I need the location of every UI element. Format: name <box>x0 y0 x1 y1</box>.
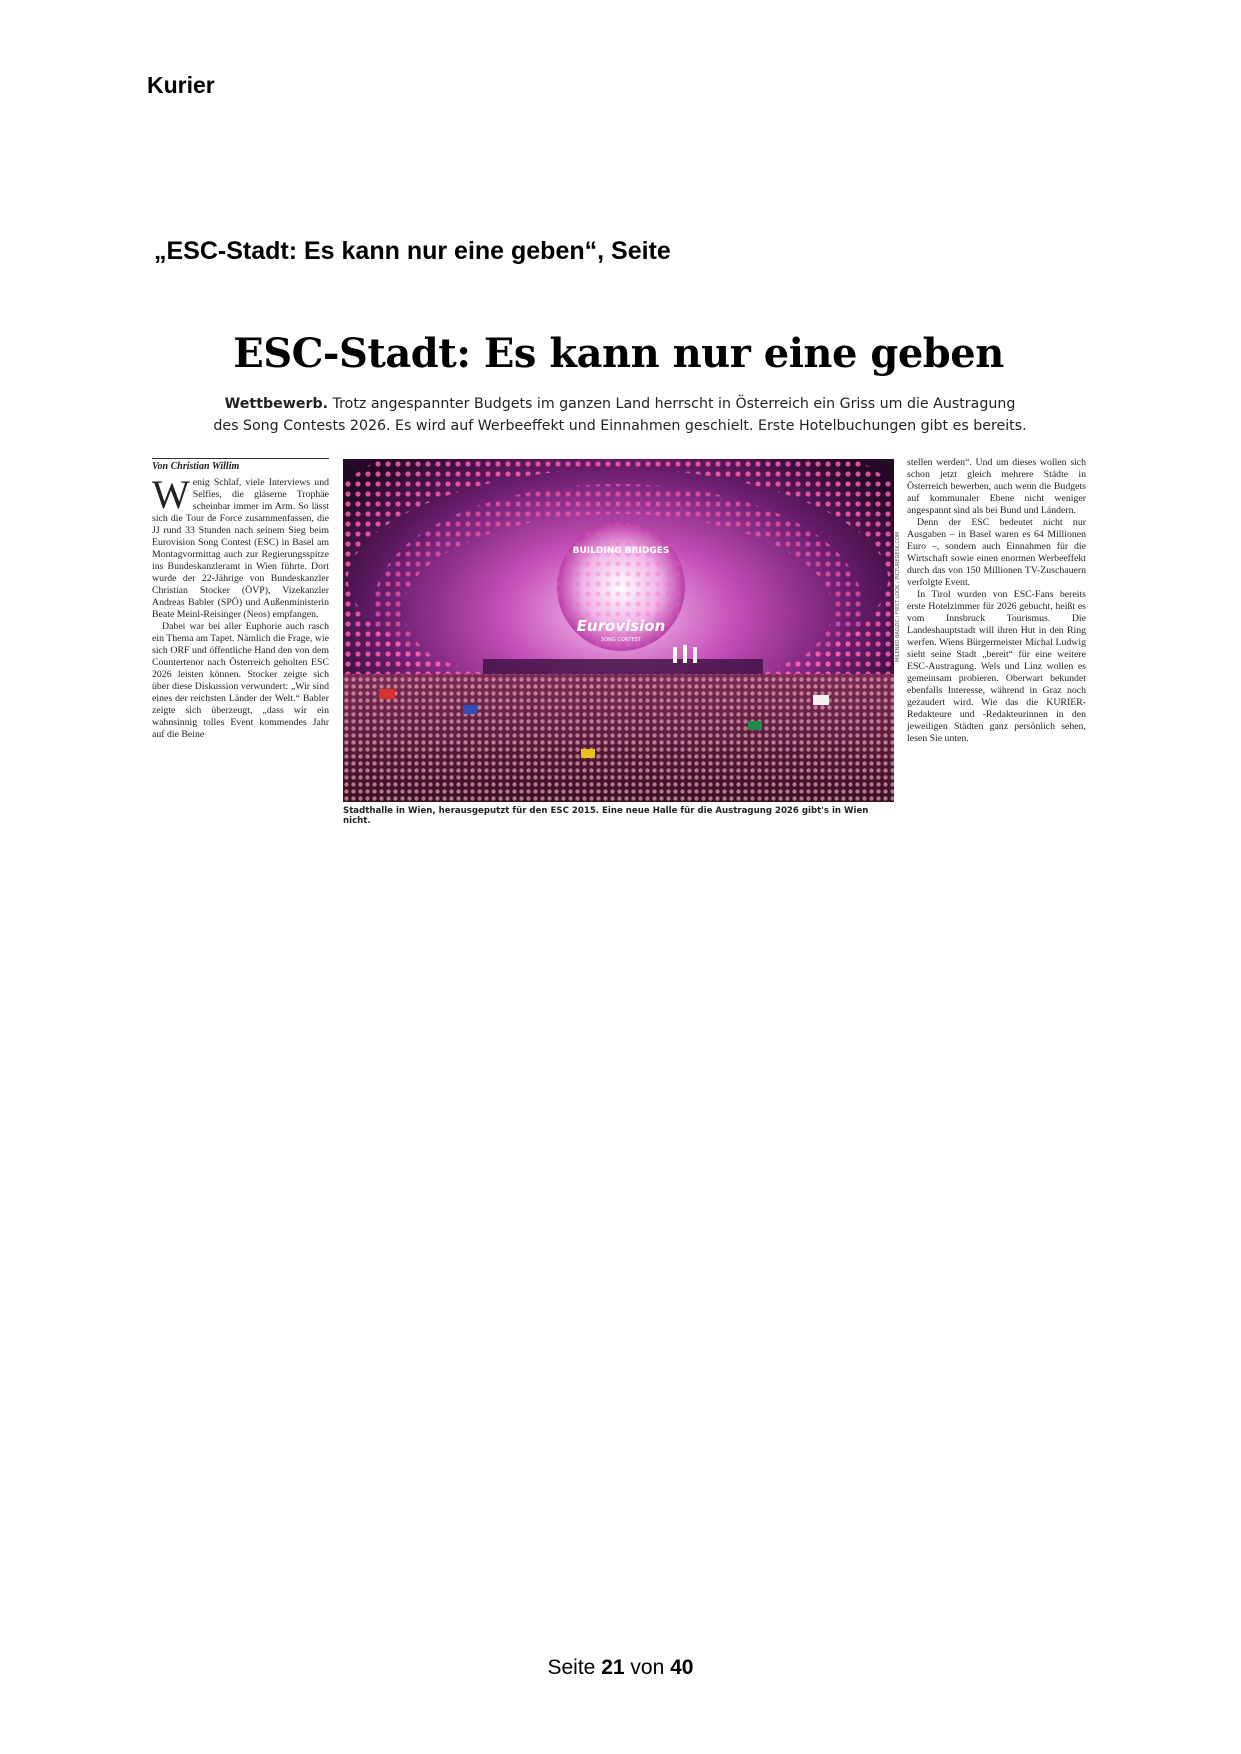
article-headline: ESC-Stadt: Es kann nur eine geben <box>233 330 1004 377</box>
photo-caption: Stadthalle in Wien, herausgeputzt für den ESC 2015. Eine neue Halle für die Austragung 2026 gibt's in Wien nicht. <box>343 806 869 826</box>
article-column-right <box>907 457 1086 745</box>
document-heading: „ESC-Stadt: Es kann nur eine geben“, Seite <box>154 237 671 265</box>
article-photo <box>343 459 894 802</box>
stage-platform <box>483 659 763 675</box>
source-label: Kurier <box>147 72 215 98</box>
photo-credit: MILENKO BADZIC / FIRST LOOK / PICTUREDESK.COM <box>895 531 901 662</box>
article-lead <box>210 393 1030 437</box>
newspaper-clipping <box>150 330 1087 826</box>
column-paragraph: Dabei war bei aller Euphorie auch rasch ein Thema am Tapet. Nämlich die Frage, wie sich ORF und öffentliche Hand den von dem Countertenor nach Österreich geholten ESC 2026 leisten können. Stocker zeigte sich über diese Diskussion verwundert: „Wir sind eines der reichsten Länder der Welt.“ Babler zeigte sich überzeugt, „dass wir ein wahnsinnig tolles Event kommendes Jahr auf die Beine <box>152 621 329 740</box>
footer-prefix: Seite <box>547 1656 596 1679</box>
eurovision-logo-sub: SONG CONTEST <box>601 637 641 643</box>
column-paragraph: In Tirol wurden von ESC-Fans bereits erste Hotelzimmer für 2026 gebucht, heißt es vom Innsbruck Tourismus. Die Landeshauptstadt will ihren Hut in den Ring werfen. Wiens Bürgermeister Michal Ludwig sieht seine Stadt „bereit“ für eine weitere ESC-Austragung. Wels und Linz wollen es gemeinsam probieren. Oberwart bekundet ebenfalls Interesse, während in Graz noch gezaudert wird. Wie das die KURIER-Redakteure und -Redakteurinnen in den jeweiligen Städten ganz persönlich sehen, lesen Sie unten. <box>907 589 1086 744</box>
page-total: 40 <box>670 1656 694 1679</box>
stage-motto: BUILDING BRIDGES <box>572 546 670 556</box>
footer-of: von <box>630 1656 665 1679</box>
arena-stage-image <box>343 459 894 802</box>
column-paragraph: stellen werden“. Und um dieses wollen sich schon jetzt gleich mehrere Städte in Österreich bewerben, auch wenn die Budgets auf kommunaler Ebene nicht weniger angespannt sind als bei Bund und Ländern. <box>907 457 1086 516</box>
lead-text: Trotz angespannter Budgets im ganzen Land herrscht in Österreich ein Griss um die Austragung des Song Contests 2026. Es wird auf Werbeeffekt und Einnahmen geschielt. Erste Hotelbuchungen gibt es bereits. <box>213 396 1027 434</box>
byline: Von Christian Willim <box>152 458 329 473</box>
dropcap: W <box>152 472 190 517</box>
page-footer <box>0 1656 1241 1680</box>
column-paragraph: Denn der ESC bedeutet nicht nur Ausgaben – in Basel waren es 64 Millionen Euro –, sondern auch Einnahmen für die Wirtschaft sowie einen enormen Werbeeffekt durch das von 150 Millionen TV-Zuschauern verfolgte Event. <box>907 517 1086 588</box>
column-paragraph: enig Schlaf, viele Interviews und Selfies, die gläserne Trophäe scheinbar immer im Arm. So lässt sich die Tour de Force zusammenfassen, die JJ rund 33 Stunden nach seinem Sieg beim Eurovision Song Contest (ESC) in Basel am Montagvormittag auch zur Regierungsspitze ins Bundeskanzleramt in Wien führte. Dort wurde der 22-Jährige von Bundeskanzler Christian Stocker (ÖVP), Vizekanzler Andreas Babler (SPÖ) und Außenministerin Beate Meinl-Reisinger (Neos) empfangen. <box>152 477 329 620</box>
page-number: 21 <box>601 1656 625 1679</box>
lead-kicker: Wettbewerb. <box>224 396 329 412</box>
article-column-left <box>152 458 329 741</box>
eurovision-logo: Eurovision <box>576 617 666 635</box>
